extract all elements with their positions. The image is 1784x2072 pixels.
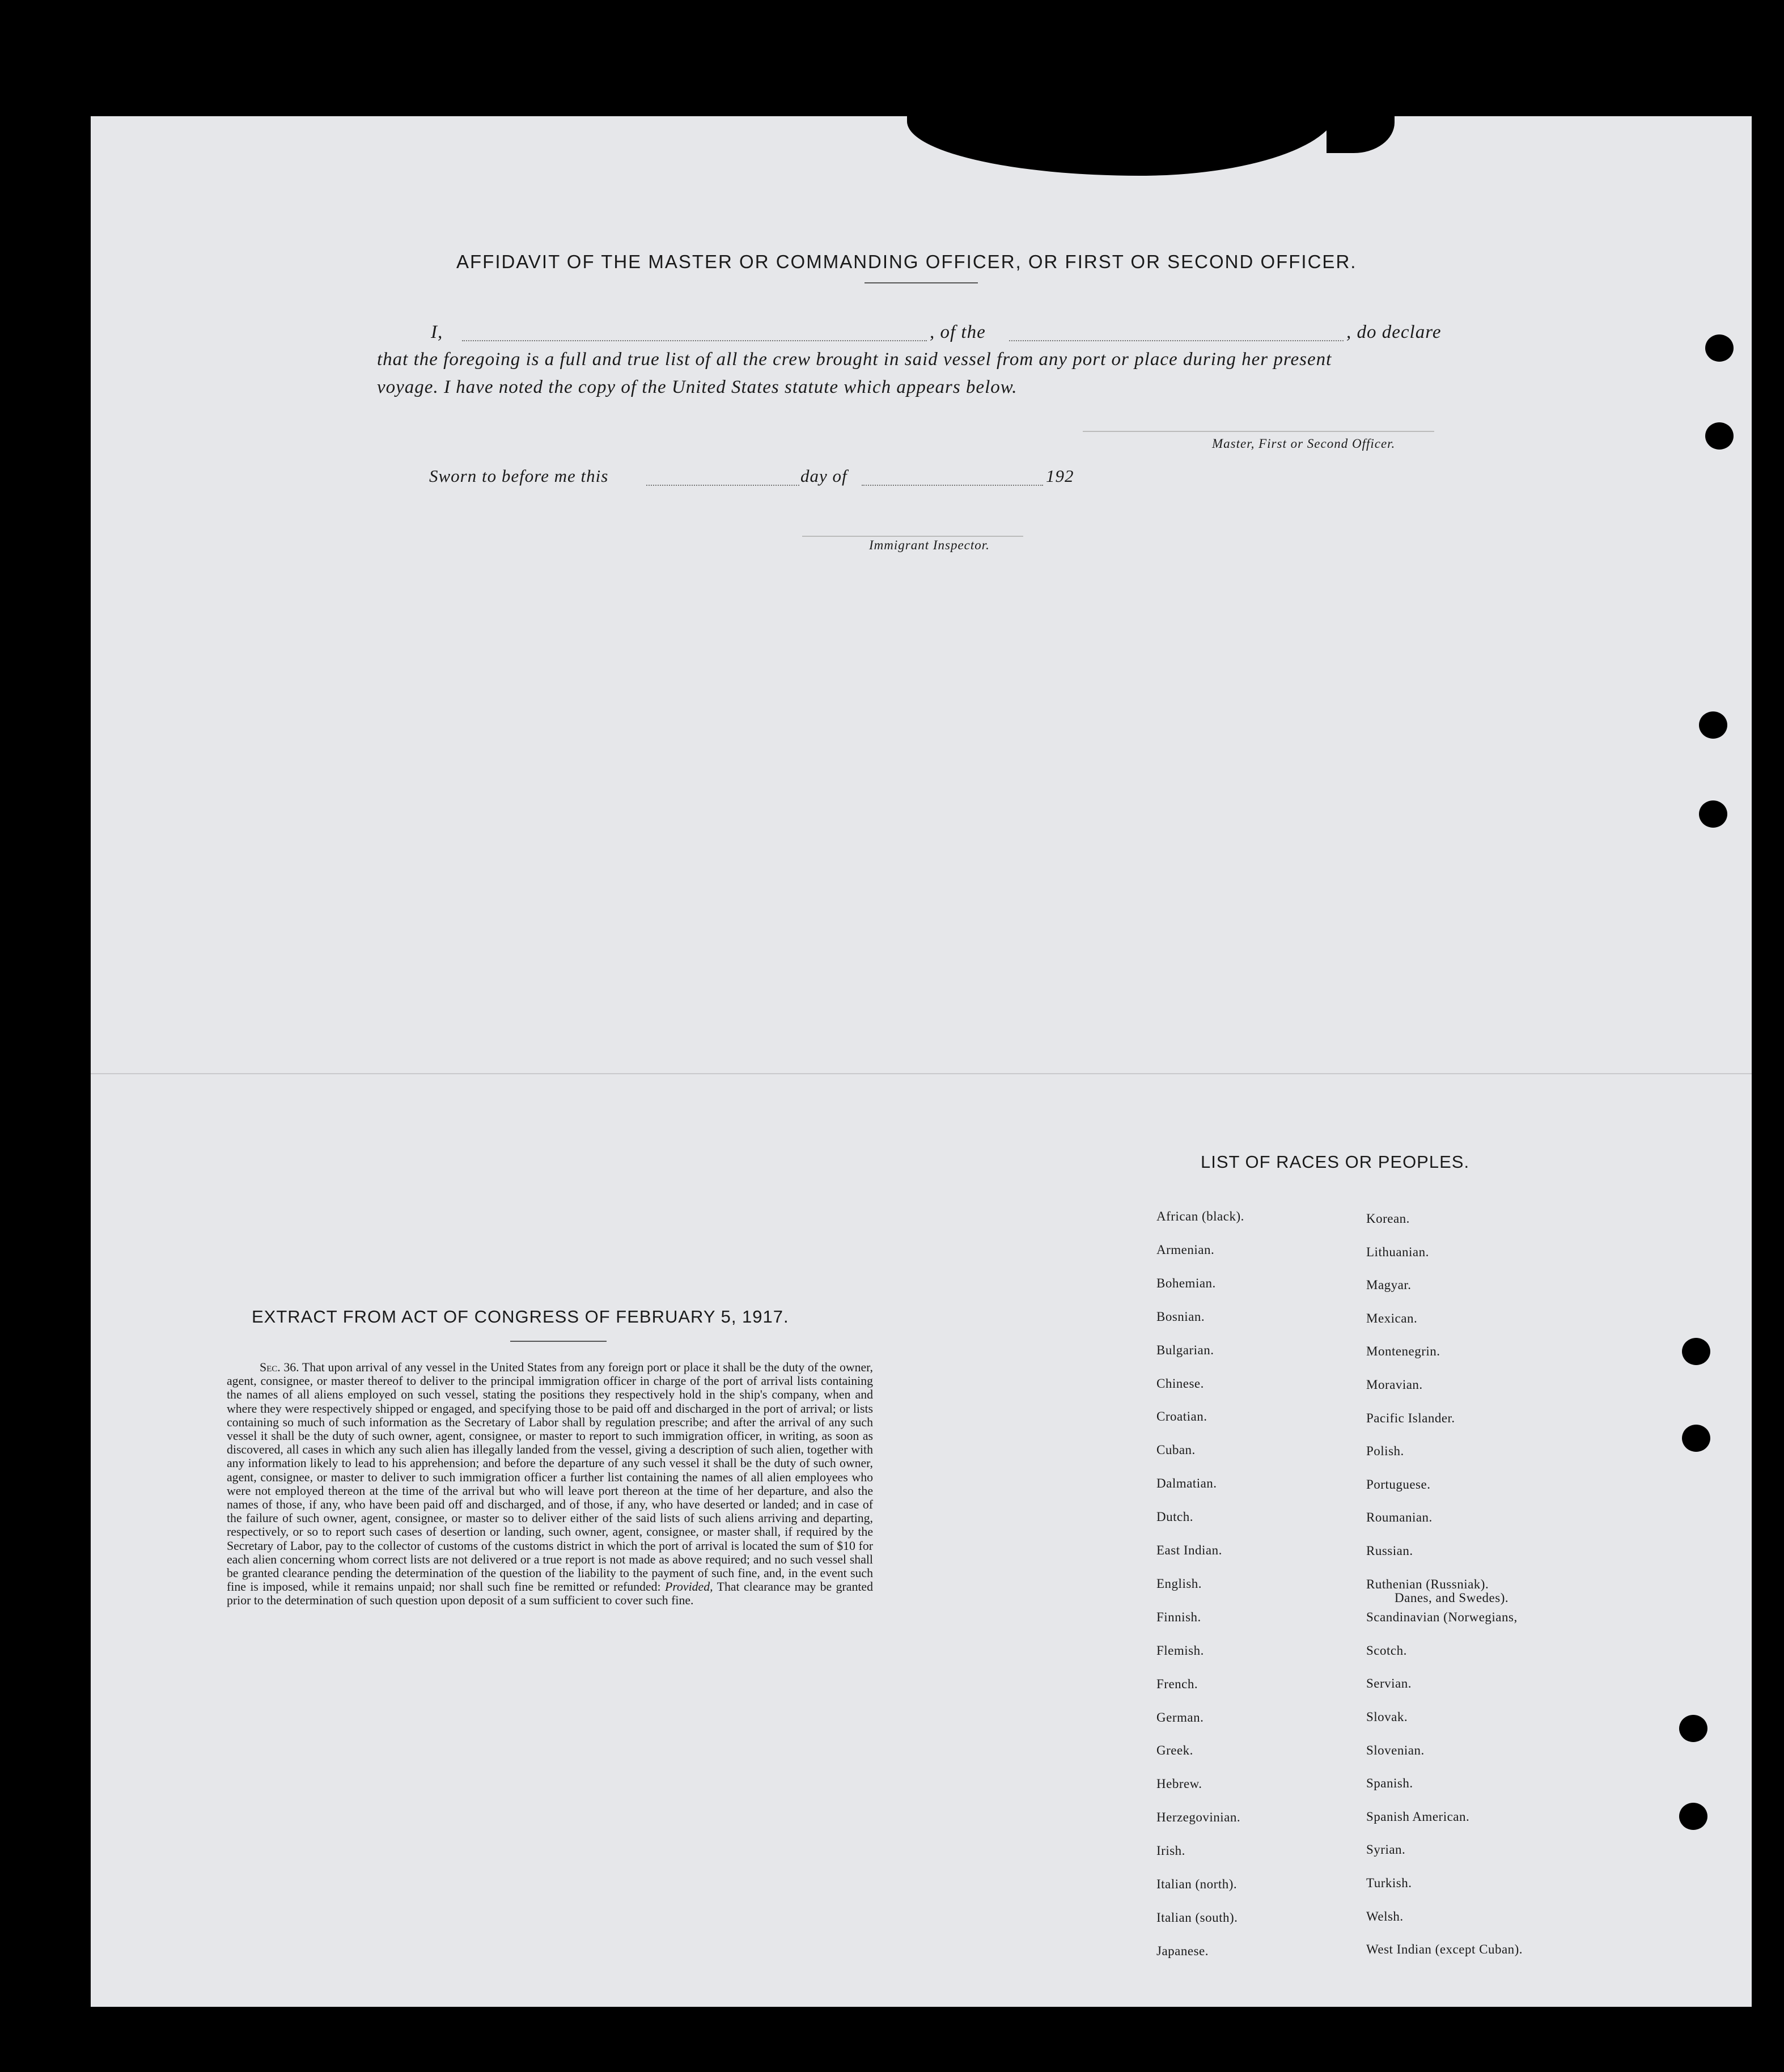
race-item: Lithuanian. (1366, 1244, 1429, 1259)
affidavit-of-the: , of the (930, 322, 986, 342)
race-item: West Indian (except Cuban). (1366, 1942, 1523, 1957)
race-item: Mexican. (1366, 1311, 1418, 1325)
punch-hole-icon (1679, 1715, 1707, 1742)
race-item: Hebrew. (1156, 1777, 1202, 1791)
race-item: Scandinavian (Norwegians, (1366, 1610, 1518, 1625)
affidavit-do-declare: , do declare (1346, 322, 1442, 342)
race-item: Danes, and Swedes). (1395, 1591, 1509, 1605)
form-page (91, 116, 1752, 2007)
race-item: African (black). (1156, 1209, 1244, 1223)
race-item: Italian (north). (1156, 1877, 1238, 1891)
race-item: Welsh. (1366, 1909, 1404, 1923)
affidavit-title: AFFIDAVIT OF THE MASTER OR COMMANDING OFFICER, OR FIRST OR SECOND OFFICER. (456, 251, 1357, 272)
extract-rule (510, 1341, 607, 1342)
race-item: Herzegovinian. (1156, 1810, 1241, 1825)
race-item: German. (1156, 1710, 1204, 1724)
race-item: Portuguese. (1366, 1477, 1431, 1491)
race-item: East Indian. (1156, 1543, 1222, 1557)
race-item: Spanish American. (1366, 1809, 1470, 1824)
race-item: English. (1156, 1576, 1202, 1591)
race-item: Finnish. (1156, 1609, 1201, 1624)
sworn-text: Sworn to before me this (429, 466, 609, 486)
race-item: Slovak. (1366, 1710, 1408, 1724)
race-item: Servian. (1366, 1676, 1412, 1691)
races-title: LIST OF RACES OR PEOPLES. (1201, 1152, 1470, 1172)
race-item: Cuban. (1156, 1443, 1196, 1457)
affidavit-line-3: voyage. I have noted the copy of the United States statute which appears below. (377, 377, 1018, 397)
signature-label: Master, First or Second Officer. (1212, 437, 1396, 451)
race-item: Dutch. (1156, 1510, 1193, 1524)
punch-hole-icon (1699, 800, 1727, 828)
signature-field[interactable] (1083, 431, 1434, 432)
title-rule (865, 282, 978, 283)
section-label: Sec. 36. (260, 1361, 299, 1374)
section-text-end: That clearance may be granted prior to the determination of such question upon deposit of a sum sufficient to cover such fine. (227, 1580, 873, 1608)
race-item: Pacific Islander. (1366, 1410, 1455, 1425)
fold-line (91, 1073, 1752, 1074)
affidavit-line-2: that the foregoing is a full and true list of all the crew brought in said vessel from any port or place during her present (377, 349, 1332, 370)
race-item: Magyar. (1366, 1278, 1412, 1293)
day-field[interactable] (646, 485, 799, 486)
race-item: Bohemian. (1156, 1276, 1216, 1290)
punch-hole-icon (1705, 422, 1734, 450)
month-field[interactable] (862, 485, 1043, 486)
race-item: Montenegrin. (1366, 1344, 1440, 1359)
race-item: Spanish. (1366, 1776, 1413, 1791)
race-item: Scotch. (1366, 1643, 1407, 1658)
race-item: Russian. (1366, 1544, 1413, 1558)
race-item: Irish. (1156, 1844, 1185, 1858)
inspector-field[interactable] (802, 536, 1023, 537)
punch-hole-icon (1699, 711, 1727, 739)
race-item: Turkish. (1366, 1876, 1412, 1890)
race-item: Syrian. (1366, 1842, 1406, 1857)
vessel-field[interactable] (1009, 340, 1344, 341)
day-of-text: day of (800, 466, 847, 486)
punch-hole-icon (1679, 1803, 1707, 1830)
race-item: Moravian. (1366, 1378, 1423, 1392)
race-item: Croatian. (1156, 1409, 1207, 1424)
race-item: Chinese. (1156, 1376, 1204, 1391)
name-field[interactable] (462, 340, 927, 341)
extract-title: EXTRACT FROM ACT OF CONGRESS OF FEBRUARY 5, 1917. (252, 1307, 789, 1327)
section-text: That upon arrival of any vessel in the United States from any foreign port or place it shall be the duty of the owner, agent, consignee, or master thereof to deliver to the principal immigration officer in charge of the port of arrival lists containing the names of all aliens employed on such vessel, stating the positions they respectively hold in the ship's company, when and where they were respectively shipped or engaged, and specifying those to be paid off and discharged in the port of arrival; or lists containing so much of such information as the Secretary of Labor shall by regulation prescribe; and after the arrival of any such vessel it shall be the duty of such owner, agent, consignee, or master to report to such immigration officer, in writing, as soon as discovered, all cases in which any such alien has illegally landed from the vessel, giving a description of such alien, together with any information likely to lead to his apprehension; and before the departure of any such vessel it shall be the duty of such owner, agent, consignee, or master to deliver to such immigration officer a further list containing the names of all alien employees who were not employed thereon at the time of the arrival but who will leave port thereon at the time of her departure, and also the names of those, if any, who have been paid off and discharged, and of those, if any, who have deserted or landed; and in case of the failure of such owner, agent, consignee, or master so to deliver either of the said lists of such aliens arriving and departing, respectively, or so to report such cases of desertion or landing, such owner, agent, consignee, or master shall, if required by the Secretary of Labor, pay to the collector of customs of the customs district in which the port of arrival is located the sum of $10 for each alien concerning whom correct lists are not delivered or a true report is not made as above required; and no such vessel shall be granted clearance pending the determination of the question of the liability to the payment of such fine, and, in the event such fine is imposed, while it remains unpaid; nor shall such fine be remitted or refunded: (227, 1361, 873, 1594)
race-item: Korean. (1366, 1211, 1410, 1226)
punch-hole-icon (1682, 1338, 1710, 1365)
race-item: Ruthenian (Russniak). (1366, 1577, 1489, 1591)
race-item: Bosnian. (1156, 1309, 1205, 1324)
race-item: Italian (south). (1156, 1910, 1238, 1925)
inspector-label: Immigrant Inspector. (869, 538, 990, 552)
race-item: Greek. (1156, 1743, 1193, 1758)
race-item: Flemish. (1156, 1643, 1204, 1658)
year-text: 192 (1046, 466, 1074, 486)
race-item: Polish. (1366, 1444, 1404, 1459)
race-item: Bulgarian. (1156, 1342, 1214, 1357)
race-item: Japanese. (1156, 1943, 1209, 1958)
extract-body (227, 1361, 873, 1608)
race-item: Roumanian. (1366, 1510, 1433, 1525)
race-item: Slovenian. (1366, 1743, 1425, 1757)
race-item: Armenian. (1156, 1242, 1215, 1257)
punch-hole-icon (1705, 334, 1734, 362)
affidavit-i: I, (431, 322, 443, 342)
provided-word: Provided, (665, 1580, 713, 1594)
punch-hole-icon (1682, 1425, 1710, 1452)
race-item: Dalmatian. (1156, 1476, 1217, 1491)
race-item: French. (1156, 1676, 1198, 1691)
